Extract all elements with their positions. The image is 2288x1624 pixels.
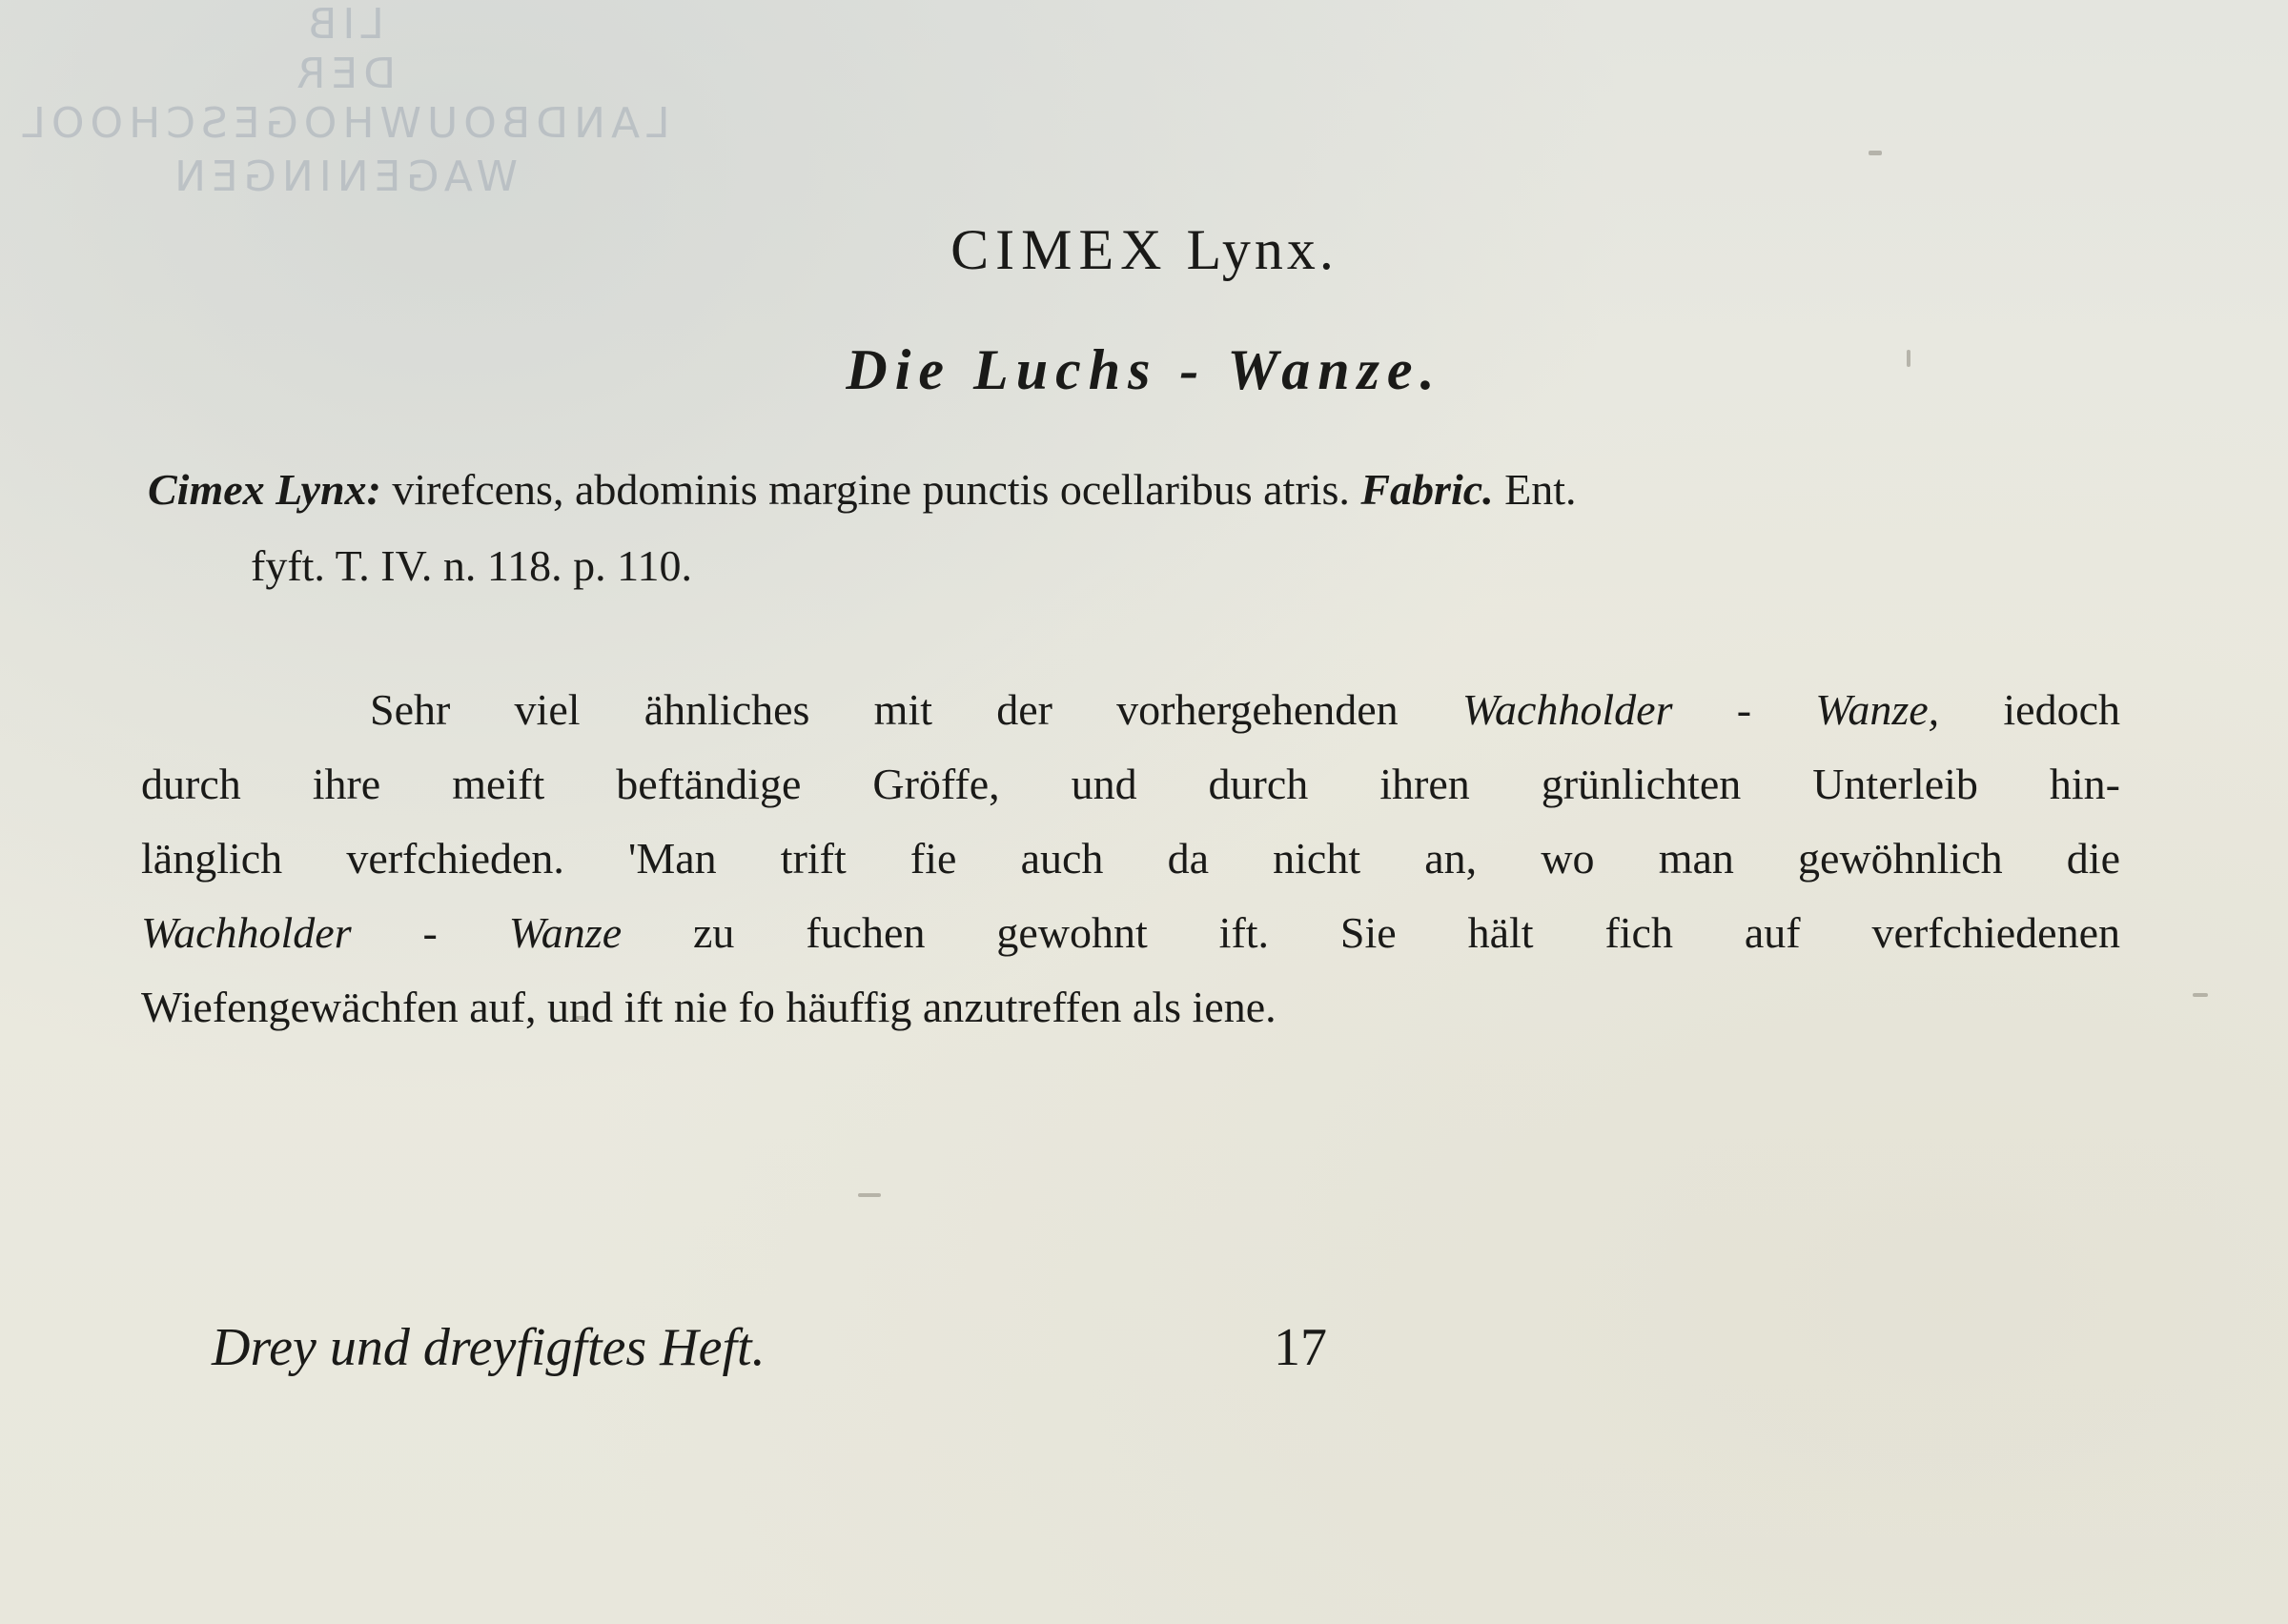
paragraph-text: iedoch	[1939, 685, 2120, 734]
stamp-line: LIB	[302, 0, 384, 49]
diagnosis-text: virefcens, abdominis margine punctis ocellaribus atris.	[380, 465, 1361, 514]
paragraph-line	[141, 896, 2120, 970]
paper-speck	[1869, 151, 1882, 155]
paragraph-line: Wiefengewächfen auf, und ift nie fo häuffig anzutreffen als iene.	[141, 983, 1277, 1031]
paragraph-text: Sehr viel ähnliches mit der vorhergehenden	[370, 685, 1462, 734]
signature-mark: 17	[1274, 1318, 1327, 1377]
diagnosis-species: Cimex Lynx:	[148, 465, 381, 514]
paper-speck	[576, 1016, 585, 1020]
stamp-line: LANDBOUWHOGESCHOOL	[16, 99, 670, 148]
stamp-line: WAGENINGEN	[169, 152, 518, 201]
heft-footer: Drey und dreyfigftes Heft.	[212, 1318, 766, 1377]
diagnosis-reference: fyft. T. IV. n. 118. p. 110.	[251, 541, 692, 590]
page-subtitle: Die Luchs - Wanze.	[846, 338, 1442, 401]
paragraph-line	[141, 673, 2120, 747]
paper-speck	[1907, 350, 1910, 367]
title-species: Lynx.	[1186, 218, 1338, 281]
diagnosis-author: Fabric.	[1360, 465, 1494, 514]
paper-speck	[2193, 993, 2208, 997]
title-genus: CIMEX	[950, 218, 1169, 281]
diagnosis-after-author: Ent.	[1493, 465, 1577, 514]
paragraph-italic: Wachholder - Wanze	[141, 908, 623, 957]
stamp-line: DER	[290, 50, 397, 98]
description-paragraph	[141, 673, 2120, 1045]
species-diagnosis	[148, 452, 2112, 604]
paragraph-text: zu fuchen gewohnt ift. Sie hält fich auf verfchiedenen	[622, 908, 2120, 957]
paragraph-italic: Wachholder - Wanze,	[1461, 685, 1940, 734]
paragraph-line: durch ihre meift beftändige Gröffe, und durch ihren grünlichten Unterleib hin-	[141, 760, 2120, 808]
paper-speck	[858, 1193, 881, 1197]
library-stamp	[0, 0, 686, 200]
page-title	[0, 217, 2288, 283]
paragraph-line: länglich verfchieden. 'Man trift fie auch da nicht an, wo man gewöhnlich die	[141, 834, 2120, 883]
